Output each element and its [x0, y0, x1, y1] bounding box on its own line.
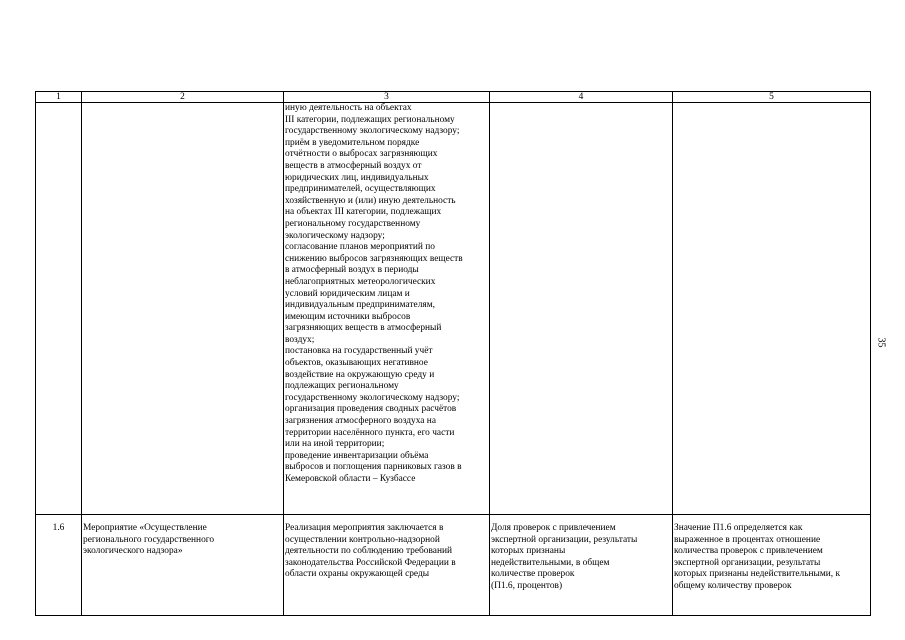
continuation-row: [36, 103, 871, 515]
spacer-cell-2: [82, 515, 284, 524]
cont-description-cell: иную деятельность на объектах III категории, подлежащих региональному государственному экологическому надзору; приём в уведомительном порядке отчётности о выбросах загрязняющих веществ в атмосферный воздух от юридических лиц, индивидуальных предпринимателей, осуществляющих хозяйственную и (или) иную деятельность на объектах III категории, подлежащих региональному государственному экологическому надзору; согласование планов мероприятий по снижению выбросов загрязняющих веществ в атмосферный воздух в периоды неблагоприятных метеорологических условий юридическим лицам и индивидуальным предпринимателям, имеющим источники выбросов загрязняющих веществ в атмосферный воздух; постановка на государственный учёт объектов, оказывающих негативное воздействие на окружающую среду и подлежащих региональному государственному экологическому надзору; организация проведения сводных расчётов загрязнения атмосферного воздуха на территории населённого пункта, его части или на иной территории; проведение инвентаризации объёма выбросов и поглощения парниковых газов в Кемеровской области – Кузбассе: [284, 103, 490, 515]
document-table: [35, 91, 871, 616]
indicator-cell: Доля проверок с привлечением экспертной организации, результаты которых признаны недействительными, в общем количестве проверок (П1.6, процентов): [490, 523, 673, 616]
header-col-5: 5: [673, 92, 871, 103]
cont-col-1: [36, 103, 82, 515]
cont-col-4: [490, 103, 673, 515]
measure-description-cell: Реализация мероприятия заключается в осуществлении контрольно-надзорной деятельности по соблюдению требований законодательства Российской Федерации в области охраны окружающей среды: [284, 523, 490, 616]
header-row: [36, 92, 871, 103]
spacer-cell-1: [36, 515, 82, 524]
spacer-cell-4: [490, 515, 673, 524]
cont-col-5: [673, 103, 871, 515]
header-col-4: 4: [490, 92, 673, 103]
row-number: 1.6: [36, 523, 82, 616]
page-number: 35: [875, 337, 887, 348]
spacer-cell-3: [284, 515, 490, 524]
calculation-method-cell: Значение П1.6 определяется как выраженное в процентах отношение количества проверок с привлечением экспертной организации, результаты которых признаны недействительными, к общему количеству проверок: [673, 523, 871, 616]
row-spacer: [36, 515, 871, 524]
table-row: [36, 523, 871, 616]
header-col-3: 3: [284, 92, 490, 103]
header-col-1: 1: [36, 92, 82, 103]
spacer-cell-5: [673, 515, 871, 524]
header-col-2: 2: [82, 92, 284, 103]
cont-col-2: [82, 103, 284, 515]
measure-name-cell: Мероприятие «Осуществление регионального государственного экологического надзора»: [82, 523, 284, 616]
